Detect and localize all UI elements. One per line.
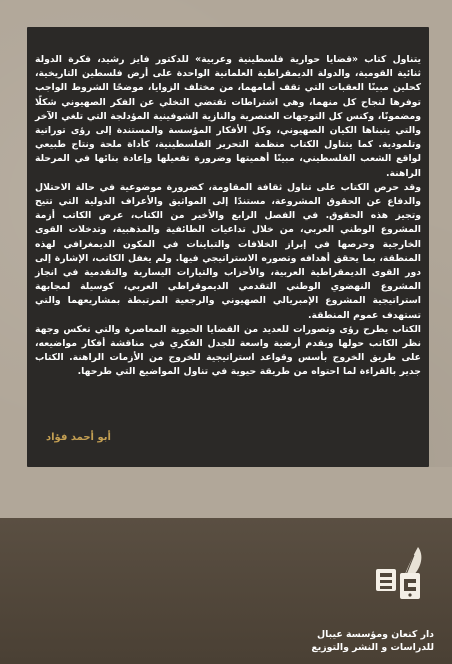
publisher-name [234, 628, 434, 654]
blurb-paragraph-2: وقد حرص الكتاب على تناول ثقافة المقاومة، كضرورة موضوعية في حالة الاحتلال والدفاع عن الحقوق المشروعة، مستندًا إلى المواثيق والأعراف الدولية التي تتيح وتجيز هذه الحقوق. في الفصل الرابع والأخير من الكتاب، عرض الكاتب أزمة المشروع الوطني العربي، من خلال تداعيات الطائفية والمذهبية، وتدخلات القوى الخارجية وحرصها في إبراز الخلافات والتباينات في المكون الديمغرافي لهذه المنطقة، بما يحقق أهدافه وتصوره الاستراتيجي فيها. ولم يغفل الكاتب، الإشارة إلى دور القوى الديمقراطية العربية، والأحزاب والتيارات اليسارية والتقدمية في انجاز المشروع النهضوي الوطني التقدمي الديموقراطي العربي، كوسيلة لمجابهة استراتيجية المشروع الإمبريالي الصهيوني والرجعية المرتبطة بمشاريعهما والتي تستهدف عموم المنطقة. [35, 181, 421, 321]
publisher-line-2: للدراسات و النشر والتوزيع [311, 642, 434, 653]
blurb-text [35, 53, 421, 380]
blurb-paragraph-1: يتناول كتاب «قضايا حوارية فلسطينية وعربية» للدكتور فايز رشيد، فكرة الدولة ثنائية القومية، والدولة الديمقراطية العلمانية الواحدة على أرض فلسطين التاريخية، كحلين مبينًا العقبات التي تقف أمامهما، من مختلف الزوايا، موضحًا الشروط الواجب توفرها لنجاح كل منهما، وهي اشتراطات تقتضي التخلي عن الفكر الصهيوني شكلًا ومضمونًا، وكنس كل التوجهات العنصرية والنازية الشوفينية المؤدلجة التي تلغي الآخر والتي يتبناها الكيان الصهيوني، وكل الأفكار المؤسسة والمستندة إلى رؤى توراتية وتلمودية. كما يتناول الكتاب منظمة التحرير الفلسطينية، كأداة ملحة ونتاج طبيعي لواقع الشعب الفلسطيني، مبينًا أهميتها وضرورة تفعيلها وإعادة بنائها في المرحلة الراهنة. [35, 54, 421, 179]
publisher-logo-icon [374, 545, 428, 615]
publisher-line-1: دار كنعان ومؤسسة عيبال [317, 629, 434, 640]
author-signature: أبو أحمد فؤاد [46, 432, 111, 443]
blurb-paragraph-3: الكتاب يطرح رؤى وتصورات للعديد من القضايا الحيوية المعاصرة والتي تعكس وجهة نظر الكاتب حولها ويقدم أرضية واسعة للجدل الفكري في مناقشة أفكار مواضيعه، على طريق الخروج بأسس وقواعد استراتيجية للخروج من الأزمات الراهنة. الكتاب جدير بالقراءة لما احتواه من طريقة حيوية في تناول المواضيع التي طرحها. [35, 323, 421, 378]
